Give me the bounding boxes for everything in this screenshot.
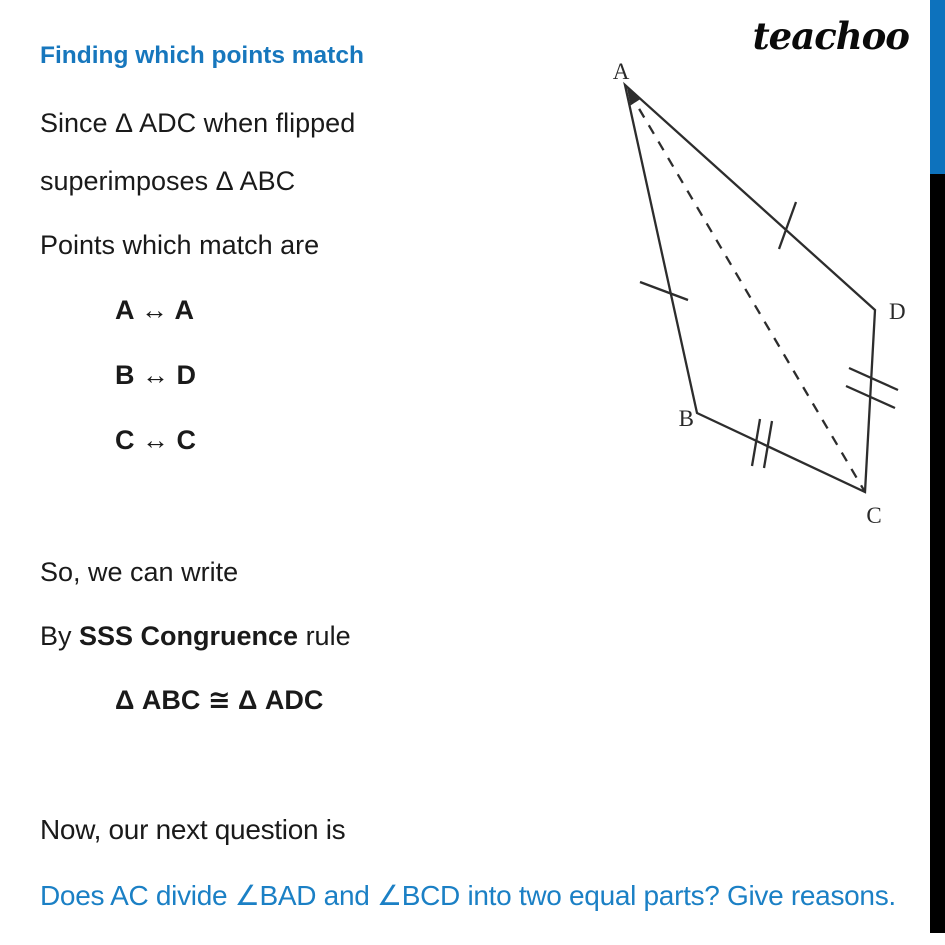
congruence-statement: Δ ABC ≅ Δ ADC xyxy=(115,685,324,715)
text-by: By xyxy=(40,621,80,651)
text-so-we-can-write: So, we can write xyxy=(40,557,239,587)
tick-dc-1 xyxy=(849,368,898,390)
text-sss-congruence: SSS Congruence xyxy=(79,621,299,651)
vertex-label-b: B xyxy=(678,406,694,431)
match-pair-b: B ↔ D xyxy=(115,360,196,390)
figure-edges xyxy=(625,85,875,492)
vertex-label-d: D xyxy=(889,299,906,324)
teachoo-logo: teachoo xyxy=(752,14,909,58)
vertex-label-a: A xyxy=(612,59,630,84)
text-points-which-match: Points which match are xyxy=(40,230,320,260)
page-title: Finding which points match xyxy=(40,42,364,69)
text-superimposes: superimposes Δ ABC xyxy=(40,166,296,196)
text-rule: rule xyxy=(298,621,351,651)
text-since-flipped: Since Δ ADC when flipped xyxy=(40,108,356,138)
tick-ab xyxy=(640,282,688,300)
vertex-label-c: C xyxy=(866,503,882,528)
text-by-sss-rule xyxy=(40,621,351,652)
match-pair-c: C ↔ C xyxy=(115,425,196,455)
match-pair-a: A ↔ A xyxy=(115,295,194,325)
text-next-question: Now, our next question is xyxy=(40,814,346,845)
quadrilateral-figure xyxy=(575,50,945,535)
question-text: Does AC divide ∠BAD and ∠BCD into two equal parts? Give reasons. xyxy=(40,880,896,911)
